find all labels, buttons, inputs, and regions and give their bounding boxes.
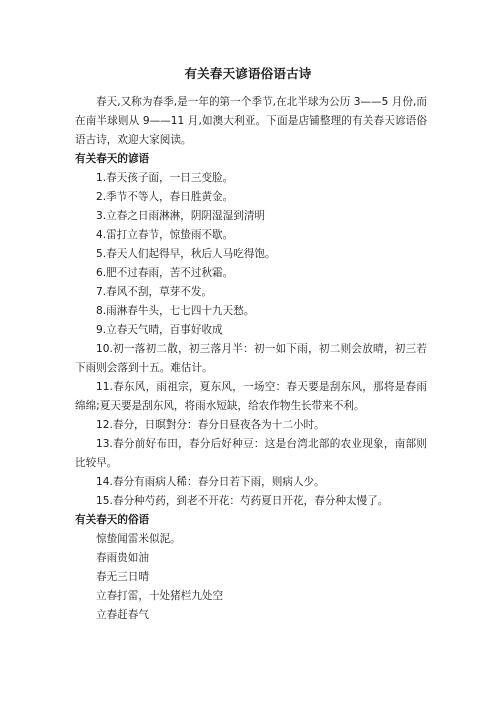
- intro-paragraph: 春天,又称为春季,是一年的第一个季节,在北半球为公历 3——5 月份,而在南半球则从 9——11 月,如澳大利亚。下面是店铺整理的有关春天谚语俗语古诗，欢迎大家阅读。: [75, 96, 427, 146]
- proverb-item: 11.春东风，雨祖宗，夏东风，一场空：春天要是刮东风，那将是春雨绵绵;夏天要是刮东风，将雨水短缺，给农作物生长带来不利。: [75, 381, 427, 412]
- section-heading-proverbs: 有关春天的谚语: [75, 153, 150, 165]
- document-body: [75, 93, 427, 625]
- saying-list: [75, 530, 427, 625]
- proverb-item: 14.春分有雨病人稀：春分日若下雨，则病人少。: [96, 476, 325, 488]
- saying-item: 立春赶春气: [96, 609, 149, 621]
- proverb-item: 1.春天孩子面，一日三变脸。: [96, 172, 234, 184]
- proverb-item: 9.立春天气晴，百事好收成: [96, 324, 223, 336]
- saying-item: 春无三日晴: [96, 571, 149, 583]
- document-title: 有关春天谚语俗语古诗: [184, 66, 312, 81]
- proverb-item: 6.肥不过春雨，苦不过秋霜。: [96, 267, 234, 279]
- proverb-item: 15.春分种芍药，到老不开花：芍药夏日开花，春分种太慢了。: [96, 495, 389, 507]
- proverb-item: 12.春分，日暝對分：春分日昼夜各为十二小时。: [96, 419, 325, 431]
- saying-item: 惊蛰闻雷米似泥。: [96, 533, 181, 545]
- proverb-item: 2.季节不等人，春日胜黄金。: [96, 191, 234, 203]
- proverb-item: 10.初一落初二散，初三落月半：初一如下雨，初二则会放晴，初三若下雨则会落到十五。难估计。: [75, 343, 427, 374]
- proverb-item: 7.春风不刮，草芽不发。: [96, 286, 213, 298]
- proverb-item: 3.立春之日雨淋淋，阴阴湿湿到清明: [96, 210, 266, 222]
- section-heading-sayings: 有关春天的俗语: [75, 514, 150, 526]
- proverb-item: 13.春分前好布田，春分后好种豆：这是台湾北部的农业现象，南部则比较早。: [75, 438, 427, 469]
- proverb-item: 5.春天人们起得早，秋后人马吃得饱。: [96, 248, 276, 260]
- saying-item: 春雨贵如油: [96, 552, 149, 564]
- proverb-item: 4.雷打立春节，惊蛰雨不歇。: [96, 229, 234, 241]
- proverb-list: [75, 169, 427, 511]
- saying-item: 立春打雷，十处猪栏九处空: [96, 590, 224, 602]
- proverb-item: 8.雨淋春牛头，七七四十九天愁。: [96, 305, 255, 317]
